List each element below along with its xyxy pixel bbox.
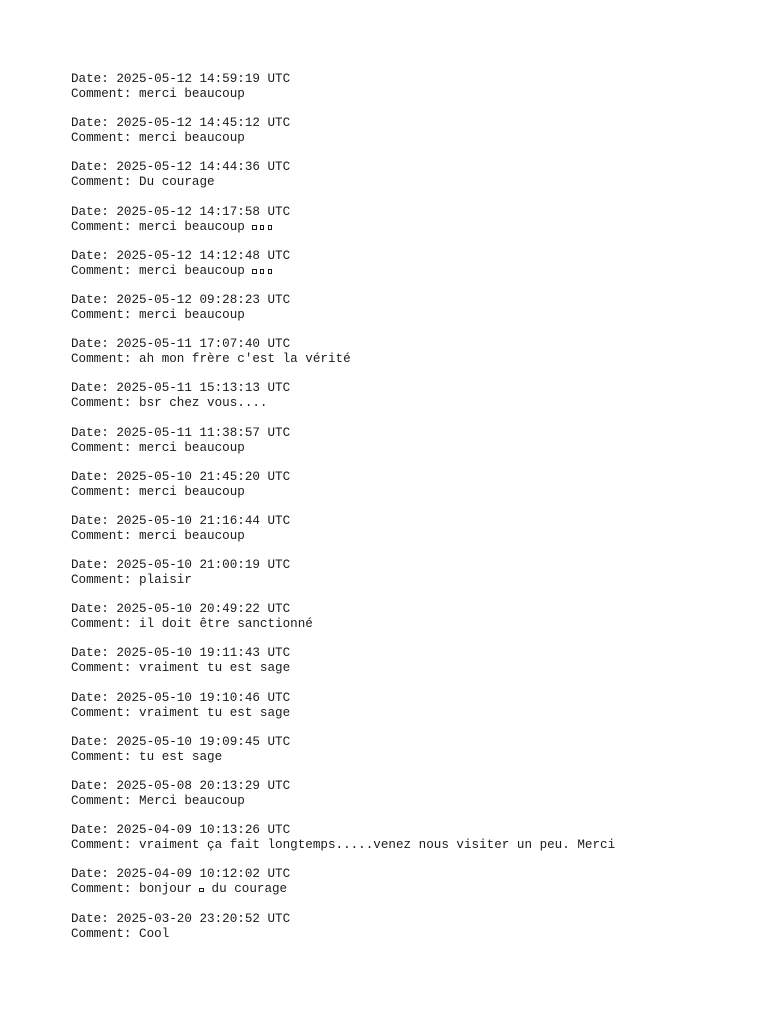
entry-comment [71, 573, 748, 588]
entry-comment-text: Comment: tu est sage [71, 749, 223, 764]
entry-comment [71, 441, 748, 456]
comment-entry [71, 514, 748, 558]
entry-comment-text: Comment: merci beaucoup [71, 219, 253, 234]
entry-comment [71, 352, 748, 367]
entry-date: Date: 2025-05-12 14:17:58 UTC [71, 204, 291, 219]
entry-comment-text: Comment: Cool [71, 926, 170, 941]
entry-comment-text: Comment: merci beaucoup [71, 528, 245, 543]
comment-entry [71, 646, 748, 690]
missing-glyph-icon [252, 220, 272, 235]
missing-glyph-icon [268, 225, 273, 230]
entry-comment [71, 661, 748, 676]
entry-date: Date: 2025-04-09 10:12:02 UTC [71, 867, 291, 882]
entry-date: Date: 2025-04-09 10:13:26 UTC [71, 823, 291, 838]
entry-comment [71, 529, 748, 544]
entry-date: Date: 2025-05-12 14:59:19 UTC [71, 72, 291, 86]
missing-glyph-icon [252, 225, 257, 230]
entry-comment [71, 927, 748, 942]
entry-comment [71, 220, 748, 235]
comment-log [71, 72, 748, 956]
entry-comment-text: Comment: ah mon frère c'est la vérité [71, 352, 351, 367]
entry-comment [71, 838, 748, 853]
comment-entry [71, 337, 748, 381]
missing-glyph-icon [260, 225, 265, 230]
entry-comment [71, 750, 748, 765]
entry-comment-text: Comment: plaisir [71, 573, 192, 588]
entry-comment-text: Comment: merci beaucoup [71, 131, 245, 146]
entry-comment-text: Comment: Merci beaucoup [71, 794, 245, 808]
entry-date: Date: 2025-05-11 15:13:13 UTC [71, 381, 291, 396]
entry-comment-suffix: du courage [203, 882, 288, 897]
entry-date: Date: 2025-05-10 21:16:44 UTC [71, 513, 291, 528]
entry-date: Date: 2025-05-11 17:07:40 UTC [71, 337, 291, 352]
comment-entry [71, 602, 748, 646]
entry-comment-text: Comment: merci beaucoup [71, 307, 245, 322]
missing-glyph-icon [268, 269, 273, 274]
entry-date: Date: 2025-03-20 23:20:52 UTC [71, 911, 291, 926]
comment-entry [71, 160, 748, 204]
entry-comment-text: Comment: Du courage [71, 175, 215, 190]
entry-comment [71, 617, 748, 632]
entry-comment [71, 794, 748, 809]
entry-comment-text: Comment: merci beaucoup [71, 484, 245, 499]
entry-comment [71, 175, 748, 190]
entry-comment-text: Comment: merci beaucoup [71, 87, 245, 101]
comment-entry [71, 470, 748, 514]
missing-glyph-icon [252, 269, 257, 274]
comment-entry [71, 249, 748, 293]
entry-date: Date: 2025-05-10 19:10:46 UTC [71, 690, 291, 705]
missing-glyph-icon [252, 264, 272, 279]
entry-date: Date: 2025-05-12 14:12:48 UTC [71, 248, 291, 263]
entry-date: Date: 2025-05-11 11:38:57 UTC [71, 425, 291, 440]
entry-comment-text: Comment: vraiment tu est sage [71, 705, 291, 720]
comment-entry [71, 381, 748, 425]
entry-comment-text: Comment: merci beaucoup [71, 440, 245, 455]
entry-comment [71, 308, 748, 323]
comment-entry [71, 558, 748, 602]
entry-comment-text: Comment: il doit être sanctionné [71, 617, 313, 632]
comment-entry [71, 779, 748, 823]
entry-date: Date: 2025-05-12 14:45:12 UTC [71, 116, 291, 131]
entry-date: Date: 2025-05-10 20:49:22 UTC [71, 602, 291, 617]
comment-entry [71, 116, 748, 160]
entry-comment [71, 87, 748, 102]
comment-entry [71, 426, 748, 470]
entry-date: Date: 2025-05-12 14:44:36 UTC [71, 160, 291, 175]
entry-comment [71, 485, 748, 500]
entry-date: Date: 2025-05-08 20:13:29 UTC [71, 779, 291, 793]
comment-entry [71, 205, 748, 249]
comment-entry [71, 912, 748, 956]
entry-date: Date: 2025-05-10 19:09:45 UTC [71, 734, 291, 749]
entry-date: Date: 2025-05-10 21:00:19 UTC [71, 558, 291, 573]
comment-entry [71, 293, 748, 337]
entry-comment-text: Comment: merci beaucoup [71, 263, 253, 278]
missing-glyph-icon [260, 269, 265, 274]
entry-date: Date: 2025-05-12 09:28:23 UTC [71, 292, 291, 307]
entry-date: Date: 2025-05-10 21:45:20 UTC [71, 469, 291, 484]
entry-comment [71, 882, 748, 897]
entry-date: Date: 2025-05-10 19:11:43 UTC [71, 646, 291, 661]
comment-entry [71, 823, 748, 867]
entry-comment [71, 396, 748, 411]
comment-entry [71, 72, 748, 116]
entry-comment-text: Comment: vraiment tu est sage [71, 661, 291, 676]
entry-comment [71, 264, 748, 279]
comment-entry [71, 691, 748, 735]
comment-entry [71, 735, 748, 779]
entry-comment [71, 131, 748, 146]
entry-comment-text: Comment: bsr chez vous.... [71, 396, 268, 411]
comment-entry [71, 867, 748, 911]
entry-comment-text: Comment: bonjour [71, 882, 200, 897]
entry-comment-text: Comment: vraiment ça fait longtemps.....venez nous visiter un peu. Merci [71, 838, 616, 853]
entry-comment [71, 706, 748, 721]
